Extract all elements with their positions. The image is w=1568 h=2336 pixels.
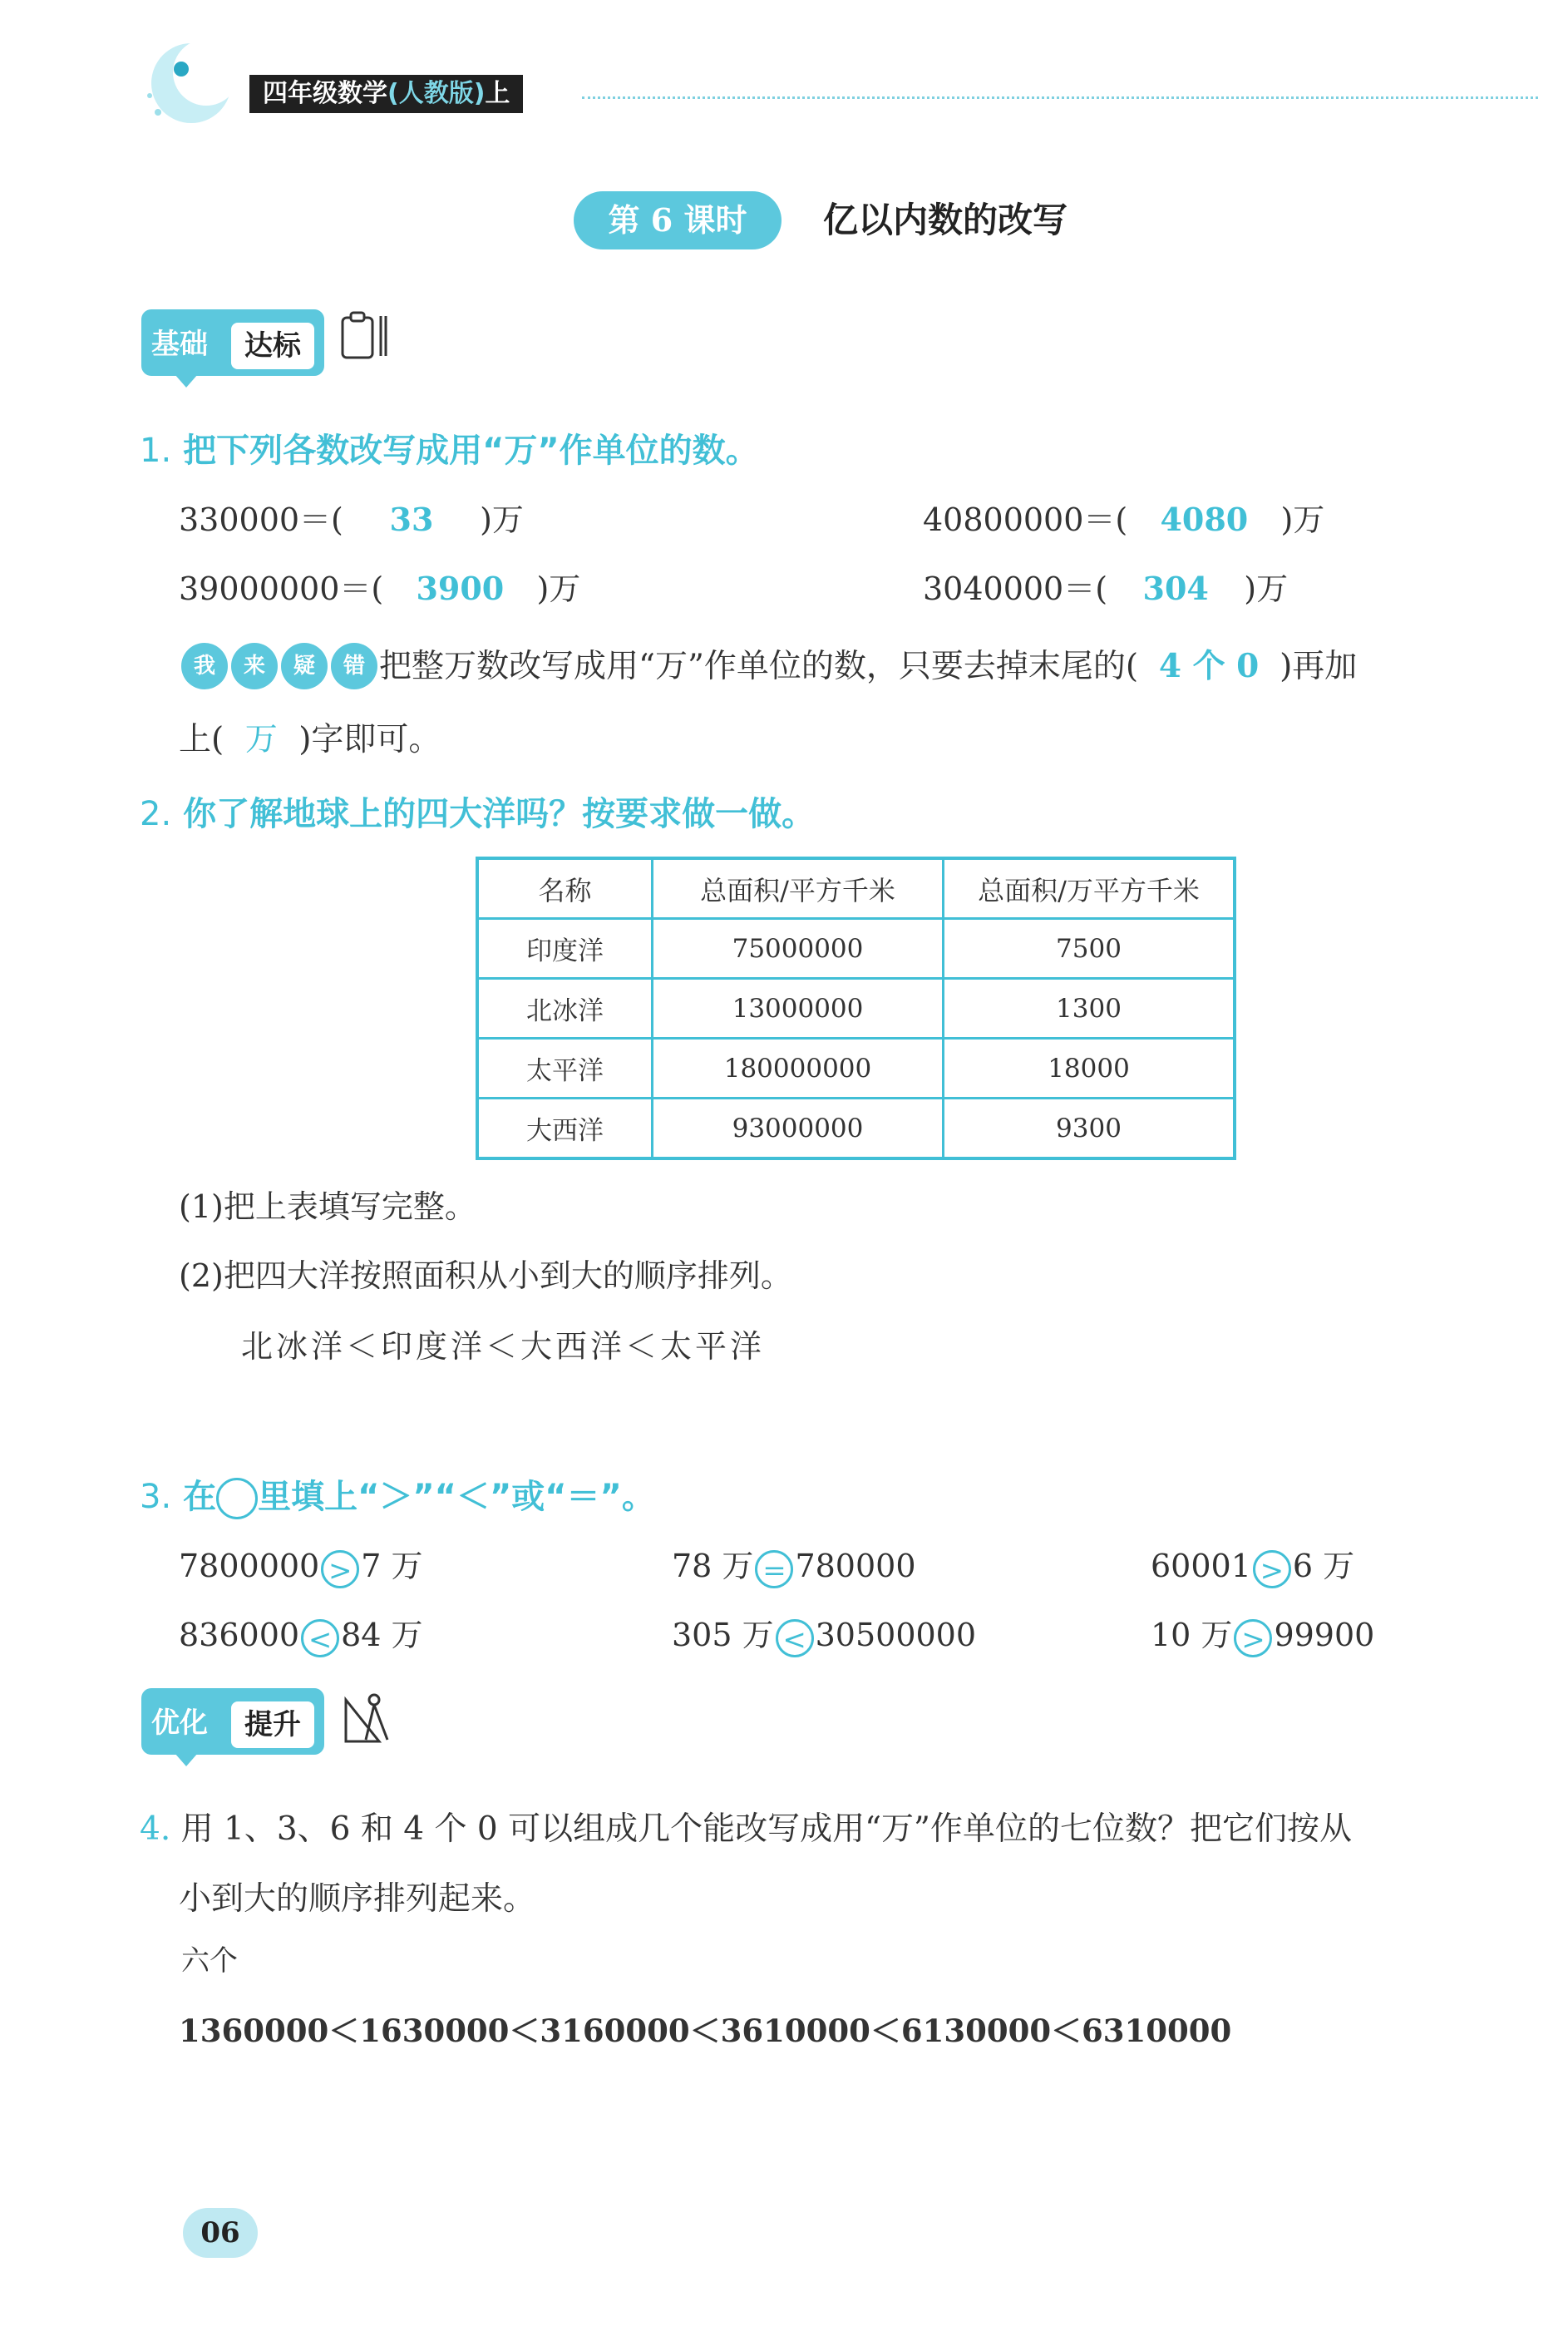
answer: 304 bbox=[1142, 570, 1209, 607]
expression: 40800000＝( bbox=[923, 501, 1128, 538]
ocean-name: 太平洋 bbox=[477, 1039, 653, 1099]
compare-right: 99900 bbox=[1274, 1617, 1375, 1653]
question-title: 把下列各数改写成用“万”作单位的数。 bbox=[183, 432, 759, 470]
ocean-name: 大西洋 bbox=[477, 1099, 653, 1159]
answer: 3900 bbox=[416, 570, 505, 607]
section-banner-advanced bbox=[141, 1688, 324, 1763]
ocean-name: 北冰洋 bbox=[477, 979, 653, 1039]
question-4-line-2: 小到大的顺序排列起来。 bbox=[179, 1880, 536, 1918]
ruler-compass-icon bbox=[341, 1688, 401, 1751]
area-km2: 13000000 bbox=[653, 979, 944, 1039]
page-number: 06 bbox=[183, 2208, 258, 2258]
q2-answer: 北冰洋＜印度洋＜大西洋＜太平洋 bbox=[241, 1328, 766, 1365]
section-banner-right: 达标 bbox=[231, 323, 314, 369]
volume-text: 上 bbox=[485, 79, 510, 108]
compare-right: 30500000 bbox=[815, 1617, 977, 1653]
section-banner-basic bbox=[141, 309, 324, 384]
table-row bbox=[477, 1039, 1235, 1099]
tip-text: )字即可。 bbox=[298, 721, 441, 758]
tip-text: 把整万数改写成用“万”作单位的数，只要去掉末尾的( bbox=[379, 648, 1139, 685]
area-wan-km2: 9300 bbox=[944, 1099, 1235, 1159]
expression: 39000000＝( bbox=[179, 570, 384, 607]
q1-item-4 bbox=[923, 563, 1288, 609]
answer: 33 bbox=[389, 501, 434, 538]
tip-line-1 bbox=[379, 640, 1357, 687]
compare-right: 780000 bbox=[795, 1548, 916, 1584]
q2-sub-2: (2)把四大洋按照面积从小到大的顺序排列。 bbox=[179, 1257, 792, 1294]
expression: 3040000＝( bbox=[923, 570, 1108, 607]
q1-item-3 bbox=[179, 563, 580, 609]
area-wan-km2: 1300 bbox=[944, 979, 1235, 1039]
oceans-table bbox=[476, 857, 1236, 1160]
question-3-heading bbox=[140, 1470, 655, 1519]
compare-left: 836000 bbox=[179, 1617, 300, 1653]
table-row bbox=[477, 1099, 1235, 1159]
moon-mascot-logo bbox=[133, 29, 241, 137]
q1-item-1 bbox=[179, 494, 524, 540]
tip-badge: 来 bbox=[231, 643, 278, 689]
question-1-heading bbox=[140, 424, 759, 472]
compare-answer: = bbox=[755, 1550, 793, 1588]
lesson-title: 亿以内数的改写 bbox=[823, 200, 1068, 240]
header-divider bbox=[582, 96, 1538, 99]
tip-badges bbox=[181, 643, 381, 689]
area-km2: 180000000 bbox=[653, 1039, 944, 1099]
question-title: 你了解地球上的四大洋吗？按要求做一做。 bbox=[183, 795, 816, 833]
question-number: 3. bbox=[140, 1478, 172, 1516]
unit: )万 bbox=[1280, 501, 1325, 538]
tip-answer: 万 bbox=[244, 721, 278, 758]
compare-item bbox=[672, 1540, 916, 1588]
tip-badge: 错 bbox=[331, 643, 377, 689]
clipboard-icon bbox=[336, 309, 394, 371]
table-row bbox=[477, 919, 1235, 979]
area-wan-km2: 7500 bbox=[944, 919, 1235, 979]
q4-answer-count: 六个 bbox=[181, 1944, 238, 1978]
column-header: 总面积/平方千米 bbox=[653, 858, 944, 919]
q1-item-2 bbox=[923, 494, 1324, 540]
compare-left: 7800000 bbox=[179, 1548, 320, 1584]
question-number: 1. bbox=[140, 432, 172, 470]
question-title: 里填上“＞”“＜”或“＝”。 bbox=[258, 1478, 655, 1516]
tip-line-2 bbox=[179, 714, 441, 760]
compare-left: 10 万 bbox=[1151, 1617, 1233, 1653]
compare-left: 305 万 bbox=[672, 1617, 774, 1653]
unit: )万 bbox=[480, 501, 524, 538]
tip-badge: 疑 bbox=[281, 643, 328, 689]
q4-answer-sequence: 1360000＜1630000＜3160000＜3610000＜6130000＜6310000 bbox=[179, 2013, 1232, 2049]
table-header-row bbox=[477, 858, 1235, 919]
tip-answer: 4 个 0 bbox=[1158, 647, 1260, 685]
ocean-name: 印度洋 bbox=[477, 919, 653, 979]
section-banner-left: 基础 bbox=[151, 328, 208, 361]
tip-badge: 我 bbox=[181, 643, 228, 689]
compare-left: 60001 bbox=[1151, 1548, 1251, 1584]
lesson-label: 第 6 课时 bbox=[574, 191, 782, 249]
question-number: 4. bbox=[140, 1810, 171, 1848]
section-banner-right: 提升 bbox=[231, 1701, 314, 1748]
compare-item bbox=[1151, 1609, 1374, 1657]
compare-answer: > bbox=[321, 1550, 359, 1588]
compare-right: 7 万 bbox=[361, 1548, 423, 1584]
compare-right: 6 万 bbox=[1292, 1548, 1355, 1584]
unit: )万 bbox=[1244, 570, 1289, 607]
section-banner-left: 优化 bbox=[151, 1706, 208, 1740]
question-2-heading bbox=[140, 788, 815, 835]
area-wan-km2: 18000 bbox=[944, 1039, 1235, 1099]
compare-right: 84 万 bbox=[341, 1617, 423, 1653]
area-km2: 75000000 bbox=[653, 919, 944, 979]
compare-item bbox=[672, 1609, 976, 1657]
tip-text: 上( bbox=[179, 721, 224, 758]
grade-text: 四年级数学 bbox=[263, 79, 387, 108]
compare-answer: < bbox=[301, 1619, 339, 1657]
compare-item bbox=[179, 1540, 423, 1588]
column-header: 总面积/万平方千米 bbox=[944, 858, 1235, 919]
compare-item bbox=[1151, 1540, 1354, 1588]
question-number: 2. bbox=[140, 795, 172, 833]
question-4-line-1 bbox=[140, 1803, 1352, 1850]
q2-sub-1: (1)把上表填写完整。 bbox=[179, 1188, 476, 1225]
compare-answer: > bbox=[1253, 1550, 1291, 1588]
compare-answer: < bbox=[776, 1619, 814, 1657]
question-title: 在 bbox=[183, 1478, 217, 1516]
expression: 330000＝( bbox=[179, 501, 343, 538]
column-header: 名称 bbox=[477, 858, 653, 919]
question-text: 用 1、3、6 和 4 个 0 可以组成几个能改写成用“万”作单位的七位数？把它们按从 bbox=[180, 1810, 1352, 1848]
compare-left: 78 万 bbox=[672, 1548, 754, 1584]
area-km2: 93000000 bbox=[653, 1099, 944, 1159]
answer: 4080 bbox=[1160, 501, 1249, 538]
table-row bbox=[477, 979, 1235, 1039]
edition-text: (人教版) bbox=[387, 79, 486, 108]
grade-banner bbox=[249, 75, 523, 113]
blank-circle-icon bbox=[216, 1478, 258, 1519]
unit: )万 bbox=[536, 570, 581, 607]
tip-text: )再加 bbox=[1280, 648, 1358, 685]
compare-item bbox=[179, 1609, 423, 1657]
compare-answer: > bbox=[1234, 1619, 1272, 1657]
